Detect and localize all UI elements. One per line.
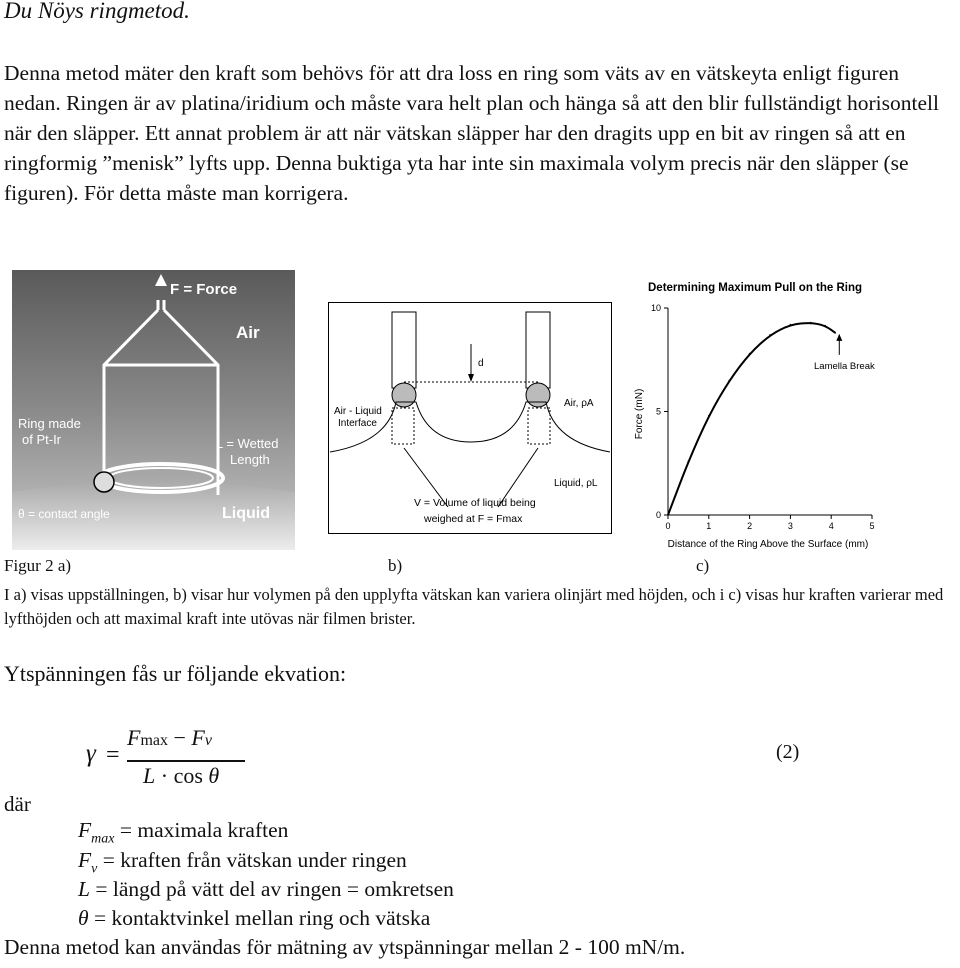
eq-den-l: L bbox=[143, 763, 156, 788]
chart-y-tick-label: 10 bbox=[650, 303, 661, 313]
caption-c-label: c) bbox=[696, 556, 710, 575]
def-fv bbox=[78, 848, 407, 877]
eq-gamma: γ bbox=[86, 740, 96, 767]
wetted-label-1: L = Wetted bbox=[216, 436, 279, 451]
chart-x-tick-label: 1 bbox=[706, 521, 712, 531]
chart-point bbox=[708, 415, 710, 417]
chart-point bbox=[749, 353, 751, 355]
def-theta bbox=[78, 906, 430, 931]
def-text: = kraften från vätskan under ringen bbox=[97, 848, 407, 872]
air-label: Air bbox=[236, 323, 260, 342]
eq-den-dot: · bbox=[160, 763, 169, 788]
def-sym: θ bbox=[78, 906, 89, 930]
liquid-label: Liquid bbox=[222, 505, 270, 522]
eq-number: (2) bbox=[776, 741, 800, 763]
chart-y-tick-label: 5 bbox=[655, 406, 661, 417]
wetted-label-2: Length bbox=[230, 452, 270, 467]
chart-point bbox=[728, 380, 730, 382]
air-density-label: Air, ρA bbox=[564, 398, 594, 409]
d-label: d bbox=[478, 358, 484, 369]
chart-title: Determining Maximum Pull on the Ring bbox=[648, 282, 863, 294]
def-sym: F bbox=[78, 848, 92, 872]
figure-a bbox=[12, 270, 295, 550]
eq-denominator bbox=[143, 763, 219, 789]
def-l bbox=[78, 877, 454, 902]
chart-x-tick-label: 3 bbox=[787, 521, 793, 531]
def-sym: F bbox=[78, 818, 92, 842]
def-sub: max bbox=[91, 831, 115, 847]
intro-paragraph: Denna metod mäter den kraft som behövs för att dra loss en ring som väts av en vätskeyta enligt figuren nedan. Ringen är av platina/iridium och måste vara helt plan och hänga så att den blir fullständigt horisontell när den släpper. Ett annat problem är att när vätskan släpper har den dragits upp en bit av ringen så att en ringformig ”menisk” lyfts upp. Denna buktiga yta har inte sin maximala volym precis när den släpper (se figuren). För detta måste man korrigera. bbox=[4, 61, 939, 205]
interface-label-2: Interface bbox=[338, 418, 377, 429]
chart-xlabel: Distance of the Ring Above the Surface (mm) bbox=[667, 539, 869, 550]
def-sym: L bbox=[78, 877, 90, 901]
eq-num-f1: F bbox=[127, 725, 141, 750]
chart-x-tick-label: 2 bbox=[747, 521, 753, 531]
figure-caption: I a) visas uppställningen, b) visar hur volymen på den upplyfta vätskan kan variera olinjärt med höjden, och i c) visas hur kraften varierar med lyfthöjden och att maximal kraft inte utövas när filmen brister. bbox=[4, 585, 944, 628]
dar-label: där bbox=[4, 792, 31, 816]
interface-label-1: Air - Liquid bbox=[334, 406, 382, 417]
eq-den-cos: cos bbox=[173, 763, 203, 788]
lamella-break-annotation: Lamella Break bbox=[814, 361, 875, 372]
final-sentence: Denna metod kan användas för mätning av ytspänningar mellan 2 - 100 mN/m. bbox=[4, 935, 686, 959]
chart-x-tick-label: 5 bbox=[869, 521, 875, 531]
volume-label-2: weighed at F = Fmax bbox=[424, 513, 523, 525]
equation-intro: Ytspänningen fås ur följande ekvation: bbox=[4, 661, 347, 686]
caption-b-label: b) bbox=[388, 556, 403, 575]
chart-point bbox=[667, 514, 669, 516]
ring-label-1: Ring made bbox=[18, 416, 81, 431]
chart-ylabel: Force (mN) bbox=[634, 388, 645, 440]
def-fmax bbox=[78, 818, 288, 847]
def-text: = kontaktvinkel mellan ring och vätska bbox=[88, 906, 431, 930]
chart-point bbox=[834, 332, 836, 334]
chart-point bbox=[790, 324, 792, 326]
eq-num-sub2: v bbox=[204, 732, 212, 749]
eq-den-theta: θ bbox=[208, 763, 220, 788]
eq-equals: = bbox=[106, 742, 120, 768]
angle-label: θ = contact angle bbox=[18, 507, 110, 521]
chart-x-tick-label: 0 bbox=[665, 521, 671, 531]
chart-y-tick-label: 0 bbox=[655, 510, 661, 520]
eq-num-f2: F bbox=[191, 725, 205, 750]
volume-label-1: V = Volume of liquid being bbox=[414, 497, 536, 509]
chart-point bbox=[769, 334, 771, 336]
chart-point bbox=[824, 325, 826, 327]
liquid-density-label: Liquid, ρL bbox=[554, 478, 598, 489]
chart-point bbox=[810, 322, 812, 324]
caption-a-label: Figur 2 a) bbox=[4, 556, 72, 575]
page-title: Du Nöys ringmetod. bbox=[4, 0, 190, 23]
def-text: = maximala kraften bbox=[114, 818, 289, 842]
ring-label-2: of Pt-Ir bbox=[22, 432, 62, 447]
chart-point bbox=[688, 460, 690, 462]
figure-b bbox=[328, 302, 612, 534]
eq-minus: − bbox=[173, 725, 186, 750]
chart-x-tick-label: 4 bbox=[828, 521, 834, 531]
eq-fraction-line bbox=[127, 760, 245, 762]
force-label: F = Force bbox=[170, 281, 238, 298]
def-sub: v bbox=[91, 861, 98, 877]
def-text: = längd på vätt del av ringen = omkretsen bbox=[89, 877, 454, 901]
figure-c-chart bbox=[622, 270, 914, 550]
eq-numerator bbox=[127, 725, 212, 751]
eq-num-sub1: max bbox=[140, 732, 168, 749]
